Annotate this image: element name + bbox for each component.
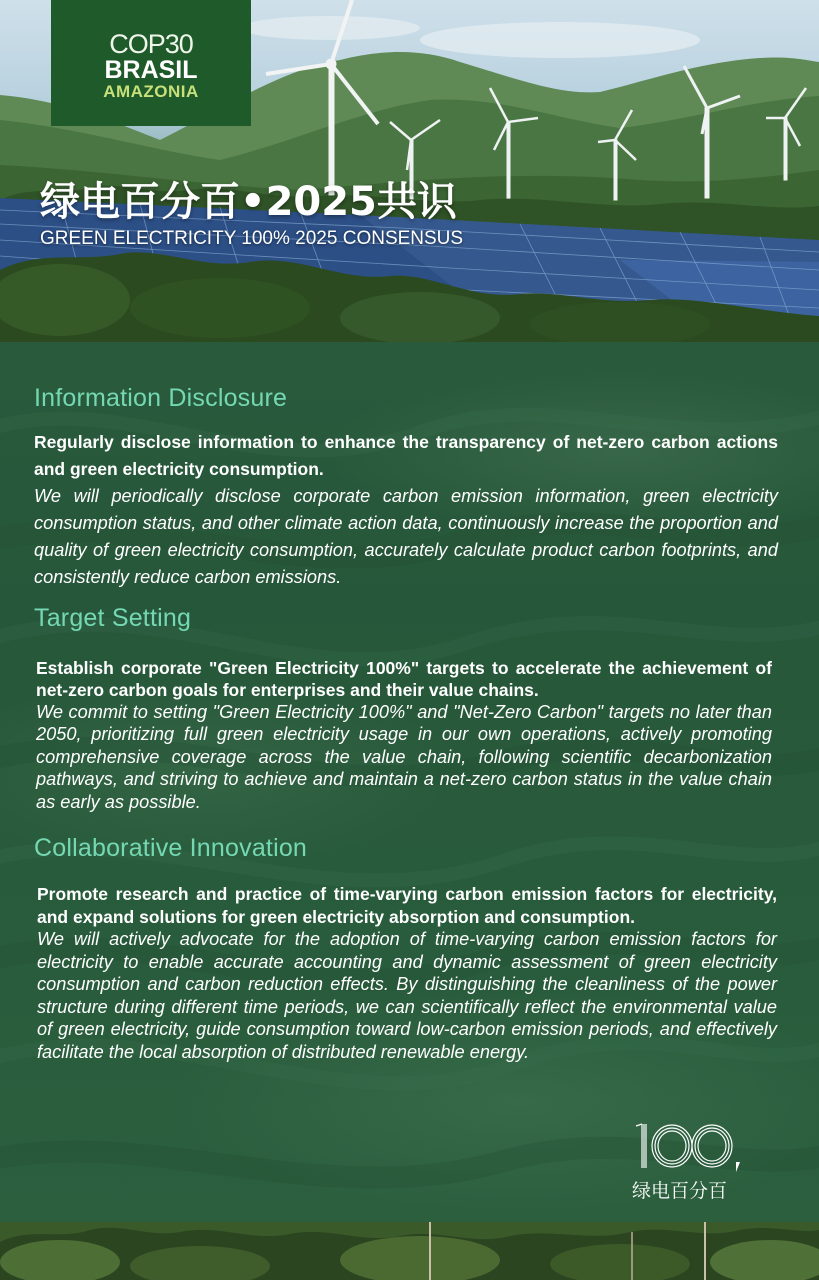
cop30-logo-line1: COP30 (109, 29, 193, 59)
brand-name: 绿电百分百 (632, 1180, 728, 1202)
page-subtitle: GREEN ELECTRICITY 100% 2025 CONSENSUS (40, 228, 464, 249)
green-electricity-100-logo (628, 1122, 748, 1202)
brand-100-mark-icon (632, 1122, 744, 1174)
section-heading: Information Disclosure (34, 384, 288, 412)
section-collaborative-innovation (34, 834, 778, 1063)
section-target-setting (34, 604, 778, 813)
section-information-disclosure (34, 384, 778, 591)
cop30-logo (51, 0, 251, 126)
content-panel (0, 342, 819, 1222)
section-summary: Establish corporate "Green Electricity 100%" targets to accelerate the achievement of net-zero carbon goals for enterprises and their value chains. (36, 658, 772, 700)
section-body: We will actively advocate for the adoption of time-varying carbon emission factors for electricity to enable accurate accounting and dynamic assessment of green electricity consumption and carbon reduction effects. By distinguishing the cleanliness of the power structure during different time periods, we can scientifically reflect the environmental value of green electricity, guide consumption toward low-carbon emission periods, and effectively facilitate the local absorption of distributed renewable energy. (37, 929, 777, 1062)
page-title: 绿电百分百•2025共识 (40, 179, 457, 225)
section-summary: Promote research and practice of time-varying carbon emission factors for electricity, and expand solutions for green electricity absorption and consumption. (37, 884, 777, 927)
forest-footer-image (0, 1222, 819, 1280)
section-body: We commit to setting "Green Electricity 100%" and "Net-Zero Carbon" targets no later than 2050, prioritizing full green electricity usage in our own operations, actively promoting comprehensive coverage across the value chain, following scientific decarbonization pathways, and striving to achieve and maintain a net-zero carbon status in the value chain as early as possible. (36, 702, 772, 812)
cop30-logo-line3: AMAZONIA (103, 82, 199, 101)
hero-banner (0, 0, 819, 342)
section-summary: Regularly disclose information to enhance the transparency of net-zero carbon actions and green electricity consumption. (34, 432, 778, 479)
forest-illustration (0, 1222, 819, 1280)
section-heading: Target Setting (34, 604, 192, 632)
cop30-logo-line2: BRASIL (104, 56, 198, 84)
section-heading: Collaborative Innovation (34, 834, 308, 862)
section-body: We will periodically disclose corporate carbon emission information, green electricity consumption status, and other climate action data, continuously increase the proportion and quality of green electricity consumption, accurately calculate product carbon footprints, and consistently reduce carbon emissions. (34, 486, 778, 587)
